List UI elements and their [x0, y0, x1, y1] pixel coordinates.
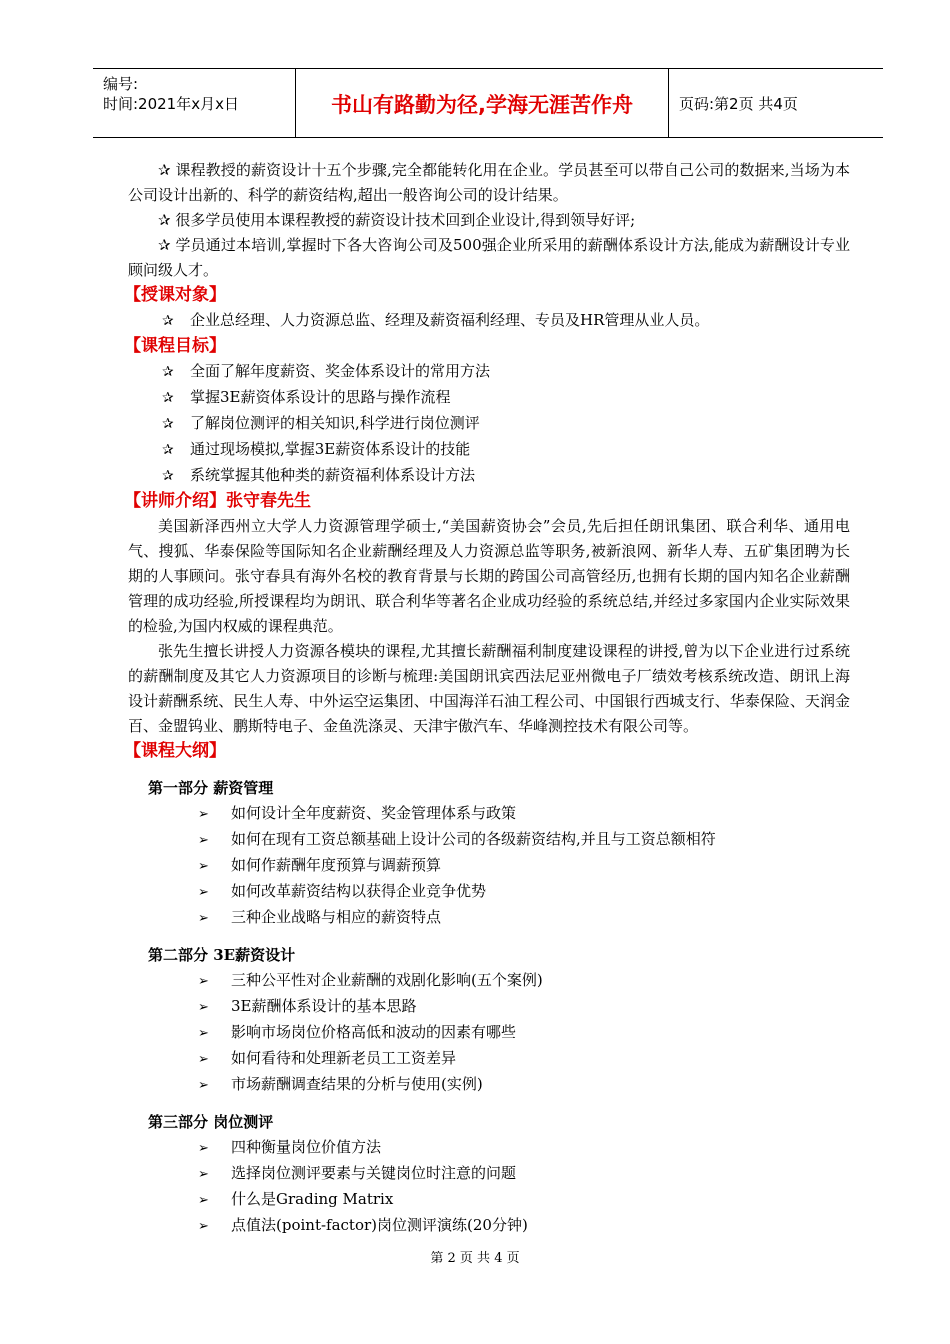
arrow-bullet-icon: ➢	[198, 1193, 209, 1208]
header-motto: 书山有路勤为径,学海无涯苦作舟	[331, 93, 633, 117]
outline-item	[128, 1020, 850, 1046]
audience-item	[128, 308, 850, 334]
arrow-bullet-icon: ➢	[198, 911, 209, 926]
outline-item	[128, 1213, 850, 1239]
header-motto-cell	[295, 69, 669, 137]
instructor-paragraph: 张先生擅长讲授人力资源各模块的课程,尤其擅长薪酬福利制度建设课程的讲授,曾为以下企业进行过系统的薪酬制度及其它人力资源项目的诊断与梳理:美国朗讯宾西法尼亚州微电子厂绩效考核系统改造、朗讯上海设计薪酬系统、民生人寿、中外运空运集团、中国海洋石油工程公司、中国银行西城支行、华泰保险、天润金百、金盟钨业、鹏斯特电子、金鱼洗涤灵、天津宇傲汽车、华峰测控技术有限公司等。	[128, 642, 850, 735]
time-label: 时间:2021年x月x日	[103, 95, 239, 113]
goal-item-text: 系统掌握其他种类的薪资福利体系设计方法	[190, 466, 476, 484]
document-body	[124, 158, 850, 1239]
goal-item-text: 全面了解年度薪资、奖金体系设计的常用方法	[190, 362, 491, 380]
arrow-bullet-icon: ➢	[198, 807, 209, 822]
goal-item	[128, 385, 850, 411]
goal-item-text: 掌握3E薪资体系设计的思路与操作流程	[190, 388, 451, 406]
goal-item	[128, 411, 850, 437]
star-icon: ✰	[162, 313, 174, 329]
instructor-heading: 【讲师介绍】张守春先生	[124, 491, 311, 511]
arrow-bullet-icon: ➢	[198, 974, 209, 989]
outline-item-text: 如何设计全年度薪资、奖金管理体系与政策	[231, 804, 517, 822]
goal-item-text: 了解岗位测评的相关知识,科学进行岗位测评	[190, 414, 480, 432]
outline-item	[128, 879, 850, 905]
outline-heading: 【课程大纲】	[124, 741, 226, 761]
outline-item-text: 选择岗位测评要素与关键岗位时注意的问题	[231, 1164, 517, 1182]
goal-item-text: 通过现场模拟,掌握3E薪资体系设计的技能	[190, 440, 471, 458]
arrow-bullet-icon: ➢	[198, 859, 209, 874]
outline-item	[128, 827, 850, 853]
intro-paragraph: ✰ 很多学员使用本课程教授的薪资设计技术回到企业设计,得到领导好评;	[158, 211, 636, 229]
outline-item-text: 三种企业战略与相应的薪资特点	[231, 908, 442, 926]
outline-item	[128, 1046, 850, 1072]
arrow-bullet-icon: ➢	[198, 1026, 209, 1041]
intro-paragraph: ✰ 课程教授的薪资设计十五个步骤,完全都能转化用在企业。学员甚至可以带自己公司的数据来,当场为本公司设计出新的、科学的薪资结构,超出一般咨询公司的设计结果。	[128, 161, 850, 204]
arrow-bullet-icon: ➢	[198, 1167, 209, 1182]
outline-item	[128, 801, 850, 827]
audience-heading: 【授课对象】	[124, 285, 226, 305]
star-icon: ✰	[162, 416, 174, 432]
outline-item	[128, 994, 850, 1020]
outline-item-text: 三种公平性对企业薪酬的戏剧化影响(五个案例)	[231, 971, 543, 989]
goal-item	[128, 359, 850, 385]
goal-item	[128, 437, 850, 463]
outline-item	[128, 968, 850, 994]
outline-item	[128, 1135, 850, 1161]
audience-item-text: 企业总经理、人力资源总监、经理及薪资福利经理、专员及HR管理从业人员。	[190, 311, 710, 329]
page-footer: 第 2 页 共 4 页	[430, 1251, 520, 1266]
page-header	[93, 68, 883, 138]
goal-item	[128, 463, 850, 489]
outline-item-text: 如何看待和处理新老员工工资差异	[231, 1049, 457, 1067]
header-meta	[93, 69, 295, 137]
outline-item-text: 影响市场岗位价格高低和波动的因素有哪些	[231, 1023, 517, 1041]
header-page-label: 页码:第2页 共4页	[679, 95, 798, 113]
arrow-bullet-icon: ➢	[198, 1141, 209, 1156]
star-icon: ✰	[162, 468, 174, 484]
arrow-bullet-icon: ➢	[198, 833, 209, 848]
outline-item	[128, 1187, 850, 1213]
outline-item-text: 什么是Grading Matrix	[231, 1190, 394, 1208]
outline-item	[128, 1161, 850, 1187]
outline-part-title: 第一部分 薪资管理	[148, 779, 274, 797]
outline-item-text: 点值法(point-factor)岗位测评演练(20分钟)	[231, 1216, 528, 1234]
header-page-cell	[669, 69, 883, 137]
number-label: 编号:	[103, 75, 139, 93]
outline-item-text: 市场薪酬调查结果的分析与使用(实例)	[231, 1075, 483, 1093]
star-icon: ✰	[162, 364, 174, 380]
outline-part-title: 第二部分 3E薪资设计	[148, 946, 296, 964]
outline-item	[128, 853, 850, 879]
outline-item	[128, 1072, 850, 1098]
outline-item-text: 如何改革薪资结构以获得企业竞争优势	[231, 882, 487, 900]
star-icon: ✰	[162, 442, 174, 458]
goals-heading: 【课程目标】	[124, 336, 226, 356]
intro-paragraph: ✰ 学员通过本培训,掌握时下各大咨询公司及500强企业所采用的薪酬体系设计方法,能成为薪酬设计专业顾问级人才。	[128, 236, 850, 279]
arrow-bullet-icon: ➢	[198, 1052, 209, 1067]
outline-item-text: 3E薪酬体系设计的基本思路	[231, 997, 417, 1015]
star-icon: ✰	[162, 390, 174, 406]
outline-item-text: 如何在现有工资总额基础上设计公司的各级薪资结构,并且与工资总额相符	[231, 830, 716, 848]
outline-item-text: 四种衡量岗位价值方法	[231, 1138, 382, 1156]
outline-item-text: 如何作薪酬年度预算与调薪预算	[231, 856, 442, 874]
outline-item	[128, 905, 850, 931]
arrow-bullet-icon: ➢	[198, 1078, 209, 1093]
outline-part-title: 第三部分 岗位测评	[148, 1113, 274, 1131]
arrow-bullet-icon: ➢	[198, 1000, 209, 1015]
arrow-bullet-icon: ➢	[198, 1219, 209, 1234]
arrow-bullet-icon: ➢	[198, 885, 209, 900]
instructor-paragraph: 美国新泽西州立大学人力资源管理学硕士,“美国薪资协会”会员,先后担任朗讯集团、联合利华、通用电气、搜狐、华泰保险等国际知名企业薪酬经理及人力资源总监等职务,被新浪网、新华人寿、五矿集团聘为长期的人事顾问。张守春具有海外名校的教育背景与长期的跨国公司高管经历,也拥有长期的国内知名企业薪酬管理的成功经验,所授课程均为朗讯、联合利华等著名企业成功经验的系统总结,并经过多家国内企业实际效果的检验,为国内权威的课程典范。	[128, 517, 850, 635]
